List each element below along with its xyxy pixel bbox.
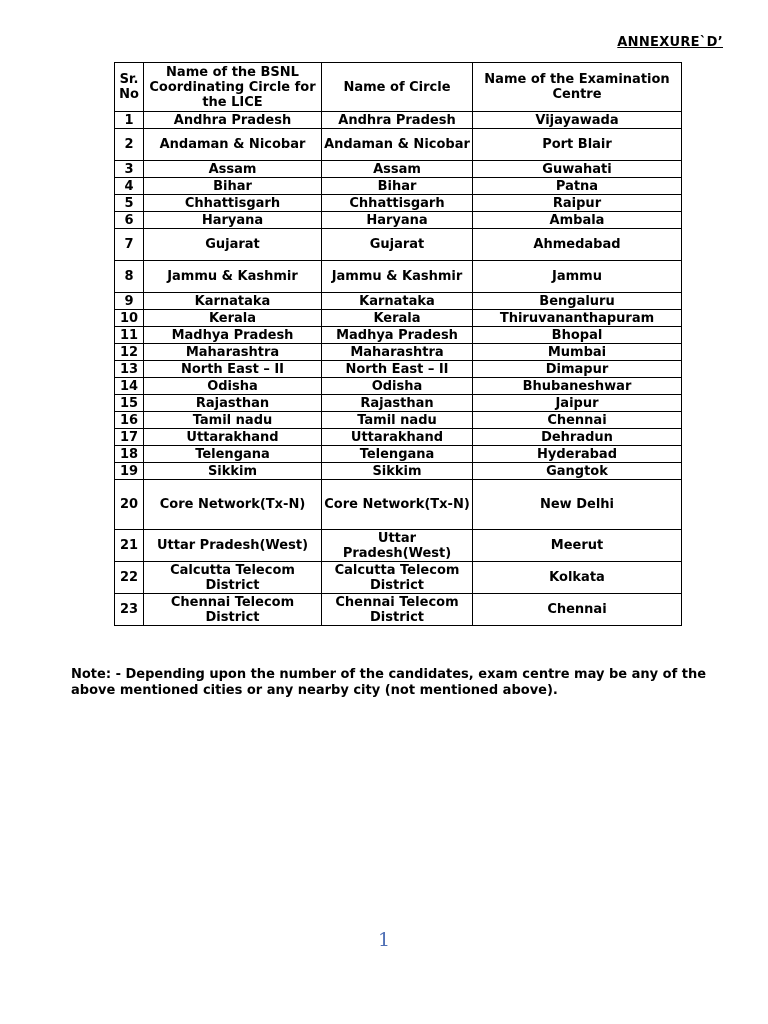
cell-circle: Chennai Telecom District (322, 594, 473, 626)
cell-circle: Andhra Pradesh (322, 112, 473, 129)
cell-circle: Maharashtra (322, 344, 473, 361)
table-row (115, 361, 682, 378)
cell-exam-centre: New Delhi (473, 480, 682, 530)
cell-exam-centre: Patna (473, 178, 682, 195)
header-exam-centre: Name of the Examination Centre (473, 63, 682, 112)
page-number: 1 (377, 929, 391, 951)
cell-sr-no: 14 (115, 378, 144, 395)
cell-exam-centre: Ambala (473, 212, 682, 229)
cell-exam-centre: Dimapur (473, 361, 682, 378)
table-row (115, 310, 682, 327)
cell-circle: Bihar (322, 178, 473, 195)
cell-coordinating-circle: Uttarakhand (144, 429, 322, 446)
cell-exam-centre: Chennai (473, 412, 682, 429)
table-row (115, 480, 682, 530)
cell-exam-centre: Port Blair (473, 129, 682, 161)
cell-sr-no: 18 (115, 446, 144, 463)
table-row (115, 212, 682, 229)
table-row (115, 446, 682, 463)
cell-exam-centre: Meerut (473, 530, 682, 562)
cell-coordinating-circle: Odisha (144, 378, 322, 395)
cell-coordinating-circle: Chennai Telecom District (144, 594, 322, 626)
cell-exam-centre: Dehradun (473, 429, 682, 446)
cell-coordinating-circle: Gujarat (144, 229, 322, 261)
cell-circle: Karnataka (322, 293, 473, 310)
cell-exam-centre: Guwahati (473, 161, 682, 178)
cell-exam-centre: Thiruvananthapuram (473, 310, 682, 327)
cell-exam-centre: Gangtok (473, 463, 682, 480)
cell-circle: Sikkim (322, 463, 473, 480)
cell-circle: Uttarakhand (322, 429, 473, 446)
cell-coordinating-circle: Bihar (144, 178, 322, 195)
cell-sr-no: 13 (115, 361, 144, 378)
cell-coordinating-circle: Jammu & Kashmir (144, 261, 322, 293)
cell-sr-no: 21 (115, 530, 144, 562)
cell-coordinating-circle: Tamil nadu (144, 412, 322, 429)
cell-circle: Tamil nadu (322, 412, 473, 429)
cell-exam-centre: Kolkata (473, 562, 682, 594)
cell-circle: North East – II (322, 361, 473, 378)
cell-coordinating-circle: Uttar Pradesh(West) (144, 530, 322, 562)
cell-sr-no: 16 (115, 412, 144, 429)
table-header-row (115, 63, 682, 112)
table-row (115, 327, 682, 344)
cell-exam-centre: Jammu (473, 261, 682, 293)
cell-sr-no: 6 (115, 212, 144, 229)
cell-sr-no: 8 (115, 261, 144, 293)
table-row (115, 530, 682, 562)
table-row (115, 129, 682, 161)
cell-sr-no: 17 (115, 429, 144, 446)
cell-coordinating-circle: Andaman & Nicobar (144, 129, 322, 161)
cell-circle: Telengana (322, 446, 473, 463)
cell-coordinating-circle: Sikkim (144, 463, 322, 480)
table-row (115, 293, 682, 310)
cell-coordinating-circle: Calcutta Telecom District (144, 562, 322, 594)
cell-exam-centre: Jaipur (473, 395, 682, 412)
table-row (115, 562, 682, 594)
cell-coordinating-circle: Haryana (144, 212, 322, 229)
cell-coordinating-circle: Chhattisgarh (144, 195, 322, 212)
cell-circle: Kerala (322, 310, 473, 327)
cell-sr-no: 3 (115, 161, 144, 178)
table-row (115, 112, 682, 129)
cell-circle: Madhya Pradesh (322, 327, 473, 344)
table-row (115, 344, 682, 361)
cell-sr-no: 22 (115, 562, 144, 594)
cell-circle: Odisha (322, 378, 473, 395)
cell-coordinating-circle: Maharashtra (144, 344, 322, 361)
cell-sr-no: 2 (115, 129, 144, 161)
exam-centres-table (114, 62, 682, 626)
cell-exam-centre: Raipur (473, 195, 682, 212)
cell-sr-no: 15 (115, 395, 144, 412)
cell-exam-centre: Chennai (473, 594, 682, 626)
cell-exam-centre: Hyderabad (473, 446, 682, 463)
cell-exam-centre: Bengaluru (473, 293, 682, 310)
cell-circle: Uttar Pradesh(West) (322, 530, 473, 562)
header-circle: Name of Circle (322, 63, 473, 112)
cell-coordinating-circle: Madhya Pradesh (144, 327, 322, 344)
cell-circle: Jammu & Kashmir (322, 261, 473, 293)
table-row (115, 463, 682, 480)
table-row (115, 195, 682, 212)
cell-sr-no: 19 (115, 463, 144, 480)
cell-coordinating-circle: Telengana (144, 446, 322, 463)
cell-circle: Core Network(Tx-N) (322, 480, 473, 530)
cell-sr-no: 5 (115, 195, 144, 212)
cell-circle: Assam (322, 161, 473, 178)
annexure-label: ANNEXURE`D’ (617, 35, 723, 50)
cell-sr-no: 9 (115, 293, 144, 310)
note-text: Note: - Depending upon the number of the candidates, exam centre may be any of the above mentioned cities or any nearby city (not mentioned above). (71, 667, 707, 698)
cell-sr-no: 12 (115, 344, 144, 361)
cell-circle: Calcutta Telecom District (322, 562, 473, 594)
header-coordinating-circle: Name of the BSNL Coordinating Circle for the LICE (144, 63, 322, 112)
cell-circle: Haryana (322, 212, 473, 229)
cell-circle: Rajasthan (322, 395, 473, 412)
cell-circle: Gujarat (322, 229, 473, 261)
cell-sr-no: 10 (115, 310, 144, 327)
table-row (115, 178, 682, 195)
cell-exam-centre: Vijayawada (473, 112, 682, 129)
cell-coordinating-circle: Kerala (144, 310, 322, 327)
cell-coordinating-circle: Assam (144, 161, 322, 178)
table-row (115, 594, 682, 626)
table-row (115, 229, 682, 261)
cell-exam-centre: Bhopal (473, 327, 682, 344)
table-row (115, 261, 682, 293)
table-row (115, 378, 682, 395)
cell-sr-no: 1 (115, 112, 144, 129)
cell-exam-centre: Mumbai (473, 344, 682, 361)
table-row (115, 429, 682, 446)
cell-sr-no: 11 (115, 327, 144, 344)
cell-coordinating-circle: Rajasthan (144, 395, 322, 412)
table-row (115, 395, 682, 412)
cell-sr-no: 7 (115, 229, 144, 261)
cell-circle: Andaman & Nicobar (322, 129, 473, 161)
cell-sr-no: 4 (115, 178, 144, 195)
table-row (115, 161, 682, 178)
cell-sr-no: 20 (115, 480, 144, 530)
cell-coordinating-circle: Andhra Pradesh (144, 112, 322, 129)
header-sr-no: Sr. No (115, 63, 144, 112)
table-row (115, 412, 682, 429)
cell-exam-centre: Bhubaneshwar (473, 378, 682, 395)
cell-sr-no: 23 (115, 594, 144, 626)
cell-circle: Chhattisgarh (322, 195, 473, 212)
cell-coordinating-circle: North East – II (144, 361, 322, 378)
cell-coordinating-circle: Karnataka (144, 293, 322, 310)
cell-exam-centre: Ahmedabad (473, 229, 682, 261)
cell-coordinating-circle: Core Network(Tx-N) (144, 480, 322, 530)
